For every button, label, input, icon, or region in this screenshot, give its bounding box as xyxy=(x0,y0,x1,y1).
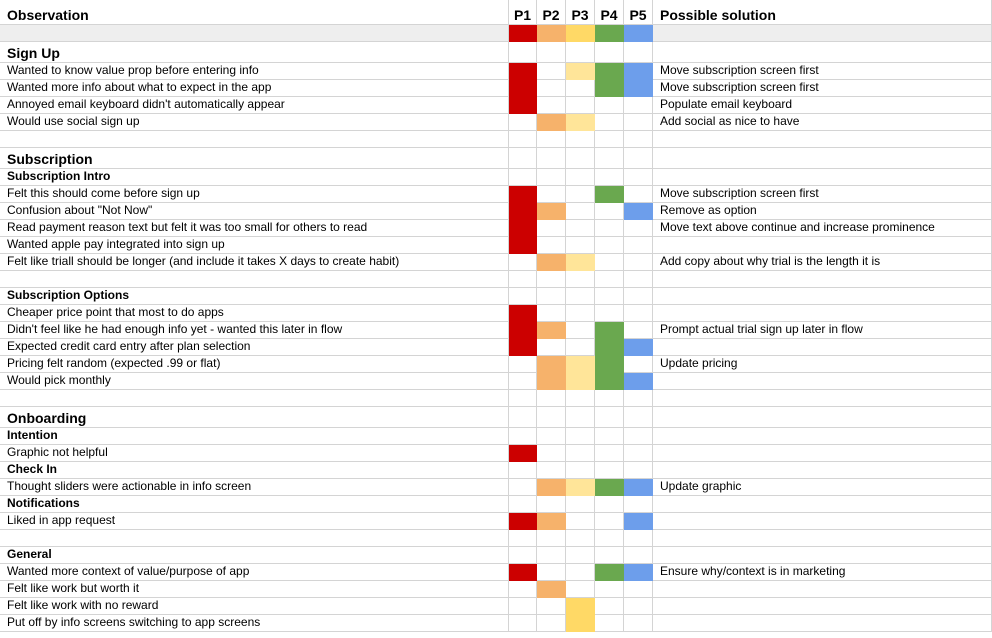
solution-text: Move subscription screen first xyxy=(660,80,819,94)
row-21-p2[interactable] xyxy=(537,390,566,407)
row-31-p2[interactable] xyxy=(537,564,566,581)
row-33-p4[interactable] xyxy=(595,598,624,615)
observation-text: Sign Up xyxy=(7,45,60,61)
row-16-p2[interactable] xyxy=(537,305,566,322)
row-18-p1-mark[interactable] xyxy=(509,339,537,356)
row-2-p2[interactable] xyxy=(537,63,566,80)
row-1-observation[interactable] xyxy=(0,42,509,63)
row-8-solution[interactable] xyxy=(653,169,992,186)
observation-text: Would pick monthly xyxy=(7,373,111,387)
row-21-solution[interactable] xyxy=(653,390,992,407)
row-25-p1[interactable] xyxy=(509,462,537,479)
row-0-p2-mark[interactable] xyxy=(537,25,566,42)
row-12-p4[interactable] xyxy=(595,237,624,254)
row-14-p1[interactable] xyxy=(509,271,537,288)
row-2-p4-mark[interactable] xyxy=(595,63,624,80)
row-16-p4[interactable] xyxy=(595,305,624,322)
row-33-p2[interactable] xyxy=(537,598,566,615)
solution-text: Remove as option xyxy=(660,203,757,217)
row-2-p1-mark[interactable] xyxy=(509,63,537,80)
row-23-observation[interactable] xyxy=(0,428,509,445)
row-26-p2-mark[interactable] xyxy=(537,479,566,496)
row-0-p4-mark[interactable] xyxy=(595,25,624,42)
observation-text: Expected credit card entry after plan selection xyxy=(7,339,251,353)
row-26-p4-mark[interactable] xyxy=(595,479,624,496)
row-20-p1[interactable] xyxy=(509,373,537,390)
row-21-p1[interactable] xyxy=(509,390,537,407)
row-21-p4[interactable] xyxy=(595,390,624,407)
row-32-p2-mark[interactable] xyxy=(537,581,566,598)
row-3-solution[interactable] xyxy=(653,80,992,97)
row-26-p3-mark[interactable] xyxy=(566,479,595,496)
row-5-observation[interactable] xyxy=(0,114,509,131)
row-32-p4[interactable] xyxy=(595,581,624,598)
row-5-solution[interactable] xyxy=(653,114,992,131)
row-0-p5-mark[interactable] xyxy=(624,25,653,42)
row-29-p2[interactable] xyxy=(537,530,566,547)
row-24-solution[interactable] xyxy=(653,445,992,462)
row-1-p3[interactable] xyxy=(566,42,595,63)
row-32-p5[interactable] xyxy=(624,581,653,598)
row-34-p4[interactable] xyxy=(595,615,624,632)
row-15-p4[interactable] xyxy=(595,288,624,305)
observation-text: Would use social sign up xyxy=(7,114,140,128)
row-28-p4[interactable] xyxy=(595,513,624,530)
solution-text: Add copy about why trial is the length it is xyxy=(660,254,881,268)
row-27-p4[interactable] xyxy=(595,496,624,513)
row-2-observation[interactable] xyxy=(0,63,509,80)
row-11-p1-mark[interactable] xyxy=(509,220,537,237)
row-0-solution[interactable] xyxy=(653,25,992,42)
row-11-p3[interactable] xyxy=(566,220,595,237)
row-16-p3[interactable] xyxy=(566,305,595,322)
row-17-p4-mark[interactable] xyxy=(595,322,624,339)
row-31-solution[interactable] xyxy=(653,564,992,581)
row-30-p5[interactable] xyxy=(624,547,653,564)
solution-text: Move subscription screen first xyxy=(660,63,819,77)
row-6-p3[interactable] xyxy=(566,131,595,148)
row-13-p3-mark[interactable] xyxy=(566,254,595,271)
observation-text: Pricing felt random (expected .99 or flat) xyxy=(7,356,221,370)
row-34-p1[interactable] xyxy=(509,615,537,632)
row-18-p5-mark[interactable] xyxy=(624,339,653,356)
row-14-observation[interactable] xyxy=(0,271,509,288)
header-p4[interactable]: P4 xyxy=(595,0,624,25)
observation-text: Put off by info screens switching to app screens xyxy=(7,615,261,629)
row-25-p3[interactable] xyxy=(566,462,595,479)
row-27-p2[interactable] xyxy=(537,496,566,513)
row-34-p3-mark[interactable] xyxy=(566,615,595,632)
solution-text: Move text above continue and increase prominence xyxy=(660,220,935,234)
row-3-p2[interactable] xyxy=(537,80,566,97)
row-17-p1-mark[interactable] xyxy=(509,322,537,339)
row-28-p3[interactable] xyxy=(566,513,595,530)
row-19-solution[interactable] xyxy=(653,356,992,373)
row-12-p5[interactable] xyxy=(624,237,653,254)
observation-text: Subscription xyxy=(7,151,93,167)
row-6-p4[interactable] xyxy=(595,131,624,148)
row-23-p3[interactable] xyxy=(566,428,595,445)
row-3-p5-mark[interactable] xyxy=(624,80,653,97)
row-16-p5[interactable] xyxy=(624,305,653,322)
row-9-p5[interactable] xyxy=(624,186,653,203)
row-1-p4[interactable] xyxy=(595,42,624,63)
row-7-p1[interactable] xyxy=(509,148,537,169)
row-4-p4[interactable] xyxy=(595,97,624,114)
row-32-p1[interactable] xyxy=(509,581,537,598)
row-16-p1-mark[interactable] xyxy=(509,305,537,322)
header-p3[interactable]: P3 xyxy=(566,0,595,25)
row-24-p2[interactable] xyxy=(537,445,566,462)
row-6-p1[interactable] xyxy=(509,131,537,148)
row-22-solution[interactable] xyxy=(653,407,992,428)
row-5-p3-mark[interactable] xyxy=(566,114,595,131)
row-21-observation[interactable] xyxy=(0,390,509,407)
row-18-observation[interactable] xyxy=(0,339,509,356)
row-24-observation[interactable] xyxy=(0,445,509,462)
row-19-observation[interactable] xyxy=(0,356,509,373)
row-33-observation[interactable] xyxy=(0,598,509,615)
row-12-p3[interactable] xyxy=(566,237,595,254)
row-1-solution[interactable] xyxy=(653,42,992,63)
row-22-p3[interactable] xyxy=(566,407,595,428)
row-31-p4-mark[interactable] xyxy=(595,564,624,581)
row-9-observation[interactable] xyxy=(0,186,509,203)
row-10-p2-mark[interactable] xyxy=(537,203,566,220)
row-29-p5[interactable] xyxy=(624,530,653,547)
row-24-p4[interactable] xyxy=(595,445,624,462)
row-26-p1[interactable] xyxy=(509,479,537,496)
row-27-p5[interactable] xyxy=(624,496,653,513)
observation-text: Cheaper price point that most to do apps xyxy=(7,305,224,319)
row-7-p3[interactable] xyxy=(566,148,595,169)
row-22-p2[interactable] xyxy=(537,407,566,428)
row-12-solution[interactable] xyxy=(653,237,992,254)
row-0-observation[interactable] xyxy=(0,25,509,42)
row-5-p2-mark[interactable] xyxy=(537,114,566,131)
row-24-p5[interactable] xyxy=(624,445,653,462)
row-0-p3-mark[interactable] xyxy=(566,25,595,42)
observation-text: Liked in app request xyxy=(7,513,116,527)
row-28-solution[interactable] xyxy=(653,513,992,530)
observation-text: Confusion about "Not Now" xyxy=(7,203,153,217)
row-15-p3[interactable] xyxy=(566,288,595,305)
row-17-p2-mark[interactable] xyxy=(537,322,566,339)
row-8-p3[interactable] xyxy=(566,169,595,186)
header-p1[interactable]: P1 xyxy=(509,0,537,25)
row-13-observation[interactable] xyxy=(0,254,509,271)
observation-text: Read payment reason text but felt it was too small for others to read xyxy=(7,220,368,234)
row-11-p5[interactable] xyxy=(624,220,653,237)
row-14-p5[interactable] xyxy=(624,271,653,288)
row-30-p2[interactable] xyxy=(537,547,566,564)
row-4-solution[interactable] xyxy=(653,97,992,114)
row-15-observation[interactable] xyxy=(0,288,509,305)
row-9-p4-mark[interactable] xyxy=(595,186,624,203)
header-observation[interactable]: Observation xyxy=(0,0,509,25)
row-23-p5[interactable] xyxy=(624,428,653,445)
row-18-p3[interactable] xyxy=(566,339,595,356)
row-13-p5[interactable] xyxy=(624,254,653,271)
row-19-p5[interactable] xyxy=(624,356,653,373)
row-32-solution[interactable] xyxy=(653,581,992,598)
row-26-solution[interactable] xyxy=(653,479,992,496)
row-16-observation[interactable] xyxy=(0,305,509,322)
row-20-p3-mark[interactable] xyxy=(566,373,595,390)
solution-text: Populate email keyboard xyxy=(660,97,793,111)
row-14-p2[interactable] xyxy=(537,271,566,288)
row-4-p1-mark[interactable] xyxy=(509,97,537,114)
observation-text: Wanted apple pay integrated into sign up xyxy=(7,237,225,251)
row-30-p3[interactable] xyxy=(566,547,595,564)
observation-text: General xyxy=(7,547,52,561)
row-22-p4[interactable] xyxy=(595,407,624,428)
row-31-p3[interactable] xyxy=(566,564,595,581)
row-2-solution[interactable] xyxy=(653,63,992,80)
header-p2[interactable]: P2 xyxy=(537,0,566,25)
row-34-p2[interactable] xyxy=(537,615,566,632)
row-30-p1[interactable] xyxy=(509,547,537,564)
row-25-observation[interactable] xyxy=(0,462,509,479)
row-7-p2[interactable] xyxy=(537,148,566,169)
row-3-p4-mark[interactable] xyxy=(595,80,624,97)
row-33-p1[interactable] xyxy=(509,598,537,615)
row-11-p4[interactable] xyxy=(595,220,624,237)
row-1-p5[interactable] xyxy=(624,42,653,63)
row-11-solution[interactable] xyxy=(653,220,992,237)
row-29-p3[interactable] xyxy=(566,530,595,547)
row-6-p5[interactable] xyxy=(624,131,653,148)
row-22-p5[interactable] xyxy=(624,407,653,428)
row-10-observation[interactable] xyxy=(0,203,509,220)
row-25-p5[interactable] xyxy=(624,462,653,479)
row-30-p4[interactable] xyxy=(595,547,624,564)
row-9-solution[interactable] xyxy=(653,186,992,203)
row-33-p3-mark[interactable] xyxy=(566,598,595,615)
row-31-p1-mark[interactable] xyxy=(509,564,537,581)
row-34-p5[interactable] xyxy=(624,615,653,632)
row-17-p3[interactable] xyxy=(566,322,595,339)
observation-text: Annoyed email keyboard didn't automatically appear xyxy=(7,97,285,111)
row-20-p5-mark[interactable] xyxy=(624,373,653,390)
row-7-solution[interactable] xyxy=(653,148,992,169)
solution-text: Ensure why/context is in marketing xyxy=(660,564,846,578)
row-6-observation[interactable] xyxy=(0,131,509,148)
row-16-solution[interactable] xyxy=(653,305,992,322)
row-9-p1-mark[interactable] xyxy=(509,186,537,203)
solution-text: Update graphic xyxy=(660,479,742,493)
row-0-p1-mark[interactable] xyxy=(509,25,537,42)
row-12-observation[interactable] xyxy=(0,237,509,254)
row-7-observation[interactable] xyxy=(0,148,509,169)
row-10-solution[interactable] xyxy=(653,203,992,220)
row-11-observation[interactable] xyxy=(0,220,509,237)
observation-text: Check In xyxy=(7,462,58,476)
row-4-observation[interactable] xyxy=(0,97,509,114)
observation-text: Didn't feel like he had enough info yet - wanted this later in flow xyxy=(7,322,343,336)
row-14-p4[interactable] xyxy=(595,271,624,288)
row-5-p1[interactable] xyxy=(509,114,537,131)
row-29-p1[interactable] xyxy=(509,530,537,547)
observation-text: Felt this should come before sign up xyxy=(7,186,200,200)
row-8-observation[interactable] xyxy=(0,169,509,186)
row-4-p2[interactable] xyxy=(537,97,566,114)
observation-text: Notifications xyxy=(7,496,80,510)
header-p5[interactable]: P5 xyxy=(624,0,653,25)
row-11-p2[interactable] xyxy=(537,220,566,237)
row-8-p5[interactable] xyxy=(624,169,653,186)
row-12-p2[interactable] xyxy=(537,237,566,254)
header-solution[interactable]: Possible solution xyxy=(653,0,992,25)
row-7-p5[interactable] xyxy=(624,148,653,169)
row-27-observation[interactable] xyxy=(0,496,509,513)
row-23-p1[interactable] xyxy=(509,428,537,445)
row-9-p3[interactable] xyxy=(566,186,595,203)
row-9-p2[interactable] xyxy=(537,186,566,203)
row-32-observation[interactable] xyxy=(0,581,509,598)
row-22-p1[interactable] xyxy=(509,407,537,428)
row-21-p5[interactable] xyxy=(624,390,653,407)
row-34-observation[interactable] xyxy=(0,615,509,632)
row-8-p4[interactable] xyxy=(595,169,624,186)
row-30-solution[interactable] xyxy=(653,547,992,564)
row-14-p3[interactable] xyxy=(566,271,595,288)
row-15-p2[interactable] xyxy=(537,288,566,305)
observation-text: Felt like work with no reward xyxy=(7,598,159,612)
row-25-p4[interactable] xyxy=(595,462,624,479)
observation-text: Wanted more info about what to expect in the app xyxy=(7,80,272,94)
row-29-p4[interactable] xyxy=(595,530,624,547)
row-2-p5-mark[interactable] xyxy=(624,63,653,80)
row-10-p5-mark[interactable] xyxy=(624,203,653,220)
row-13-p1[interactable] xyxy=(509,254,537,271)
row-32-p3[interactable] xyxy=(566,581,595,598)
row-31-p5-mark[interactable] xyxy=(624,564,653,581)
row-5-p5[interactable] xyxy=(624,114,653,131)
row-2-p3-mark[interactable] xyxy=(566,63,595,80)
row-25-solution[interactable] xyxy=(653,462,992,479)
row-19-p1[interactable] xyxy=(509,356,537,373)
row-18-p4-mark[interactable] xyxy=(595,339,624,356)
row-30-observation[interactable] xyxy=(0,547,509,564)
row-8-p1[interactable] xyxy=(509,169,537,186)
row-22-observation[interactable] xyxy=(0,407,509,428)
row-17-observation[interactable] xyxy=(0,322,509,339)
row-8-p2[interactable] xyxy=(537,169,566,186)
row-13-p2-mark[interactable] xyxy=(537,254,566,271)
row-15-solution[interactable] xyxy=(653,288,992,305)
row-20-p4-mark[interactable] xyxy=(595,373,624,390)
row-27-solution[interactable] xyxy=(653,496,992,513)
row-1-p1[interactable] xyxy=(509,42,537,63)
row-29-solution[interactable] xyxy=(653,530,992,547)
row-23-p2[interactable] xyxy=(537,428,566,445)
row-13-p4[interactable] xyxy=(595,254,624,271)
row-6-p2[interactable] xyxy=(537,131,566,148)
row-10-p1-mark[interactable] xyxy=(509,203,537,220)
solution-text: Prompt actual trial sign up later in flow xyxy=(660,322,863,336)
row-26-observation[interactable] xyxy=(0,479,509,496)
row-19-p3-mark[interactable] xyxy=(566,356,595,373)
row-28-observation[interactable] xyxy=(0,513,509,530)
row-6-solution[interactable] xyxy=(653,131,992,148)
row-15-p1[interactable] xyxy=(509,288,537,305)
row-17-solution[interactable] xyxy=(653,322,992,339)
row-34-solution[interactable] xyxy=(653,615,992,632)
observation-text: Thought sliders were actionable in info screen xyxy=(7,479,252,493)
observation-text: Wanted to know value prop before entering info xyxy=(7,63,259,77)
observation-text: Onboarding xyxy=(7,410,87,426)
row-19-p2-mark[interactable] xyxy=(537,356,566,373)
row-10-p4[interactable] xyxy=(595,203,624,220)
row-14-solution[interactable] xyxy=(653,271,992,288)
row-21-p3[interactable] xyxy=(566,390,595,407)
row-25-p2[interactable] xyxy=(537,462,566,479)
row-24-p3[interactable] xyxy=(566,445,595,462)
observation-text: Intention xyxy=(7,428,58,442)
row-10-p3[interactable] xyxy=(566,203,595,220)
row-4-p5[interactable] xyxy=(624,97,653,114)
row-28-p1-mark[interactable] xyxy=(509,513,537,530)
row-20-p2-mark[interactable] xyxy=(537,373,566,390)
row-7-p4[interactable] xyxy=(595,148,624,169)
row-33-p5[interactable] xyxy=(624,598,653,615)
row-17-p5[interactable] xyxy=(624,322,653,339)
observation-text: Wanted more context of value/purpose of app xyxy=(7,564,250,578)
solution-text: Add social as nice to have xyxy=(660,114,800,128)
solution-text: Move subscription screen first xyxy=(660,186,819,200)
row-26-p5-mark[interactable] xyxy=(624,479,653,496)
row-29-observation[interactable] xyxy=(0,530,509,547)
solution-text: Update pricing xyxy=(660,356,738,370)
row-20-solution[interactable] xyxy=(653,373,992,390)
row-31-observation[interactable] xyxy=(0,564,509,581)
observation-text: Subscription Options xyxy=(7,288,129,302)
row-5-p4[interactable] xyxy=(595,114,624,131)
row-18-solution[interactable] xyxy=(653,339,992,356)
row-28-p2-mark[interactable] xyxy=(537,513,566,530)
row-15-p5[interactable] xyxy=(624,288,653,305)
observation-text: Subscription Intro xyxy=(7,169,111,183)
row-13-solution[interactable] xyxy=(653,254,992,271)
observation-text: Felt like triall should be longer (and include it takes X days to create habit) xyxy=(7,254,400,268)
row-19-p4-mark[interactable] xyxy=(595,356,624,373)
row-20-observation[interactable] xyxy=(0,373,509,390)
row-23-p4[interactable] xyxy=(595,428,624,445)
row-18-p2[interactable] xyxy=(537,339,566,356)
row-12-p1-mark[interactable] xyxy=(509,237,537,254)
row-33-solution[interactable] xyxy=(653,598,992,615)
observation-text: Graphic not helpful xyxy=(7,445,108,459)
row-27-p1[interactable] xyxy=(509,496,537,513)
row-4-p3[interactable] xyxy=(566,97,595,114)
row-3-p1-mark[interactable] xyxy=(509,80,537,97)
row-24-p1-mark[interactable] xyxy=(509,445,537,462)
row-28-p5-mark[interactable] xyxy=(624,513,653,530)
row-27-p3[interactable] xyxy=(566,496,595,513)
row-23-solution[interactable] xyxy=(653,428,992,445)
row-3-observation[interactable] xyxy=(0,80,509,97)
observation-text: Felt like work but worth it xyxy=(7,581,140,595)
row-1-p2[interactable] xyxy=(537,42,566,63)
row-3-p3[interactable] xyxy=(566,80,595,97)
